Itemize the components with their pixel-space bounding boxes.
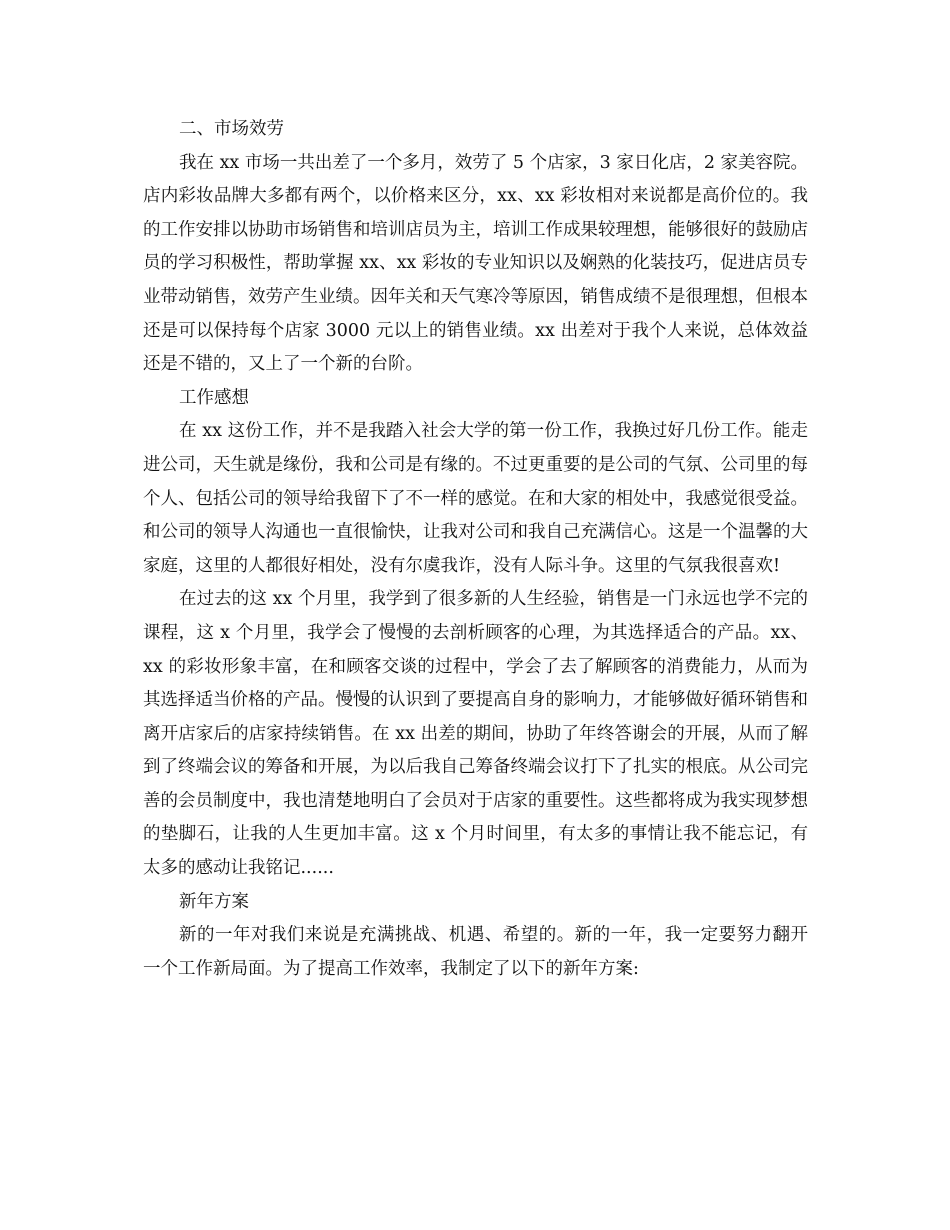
paragraph-new-year-plan: 新的一年对我们来说是充满挑战、机遇、希望的。新的一年，我一定要努力翻开一个工作新局面。为了提高工作效率，我制定了以下的新年方案: xyxy=(143,925,808,979)
paragraph-market-service: 我在 xx 市场一共出差了一个多月，效劳了 5 个店家，3 家日化店，2 家美容院。店内彩妆品牌大多都有两个，以价格来区分，xx、xx 彩妆相对来说都是高价位的。我的工作安排以协助市场销售和培训店员为主，培训工作成果较理想，能够很好的鼓励店员的学习积极性，帮助掌握 xx、xx 彩妆的专业知识以及娴熟的化装技巧，促进店员专业带动销售，效劳产生业绩。因年关和天气寒冷等原因，销售成绩不是很理想，但根本还是可以保持每个店家 3000 元以上的销售业绩。xx 出差对于我个人来说，总体效益还是不错的，又上了一个新的台阶。 xyxy=(143,152,809,375)
section-heading-work-reflection: 工作感想 xyxy=(179,387,249,408)
paragraph-work-reflection-1: 在 xx 这份工作，并不是我踏入社会大学的第一份工作，我换过好几份工作。能走进公司，天生就是缘份，我和公司是有缘的。不过更重要的是公司的气氛、公司里的每个人、包括公司的领导给我留下了不一样的感觉。在和大家的相处中，我感觉很受益。和公司的领导人沟通也一直很愉快，让我对公司和我自己充满信心。这是一个温馨的大家庭，这里的人都很好相处，没有尔虞我诈，没有人际斗争。这里的气氛我很喜欢! xyxy=(143,421,808,576)
paragraph-work-reflection-2: 在过去的这 xx 个月里，我学到了很多新的人生经验，销售是一门永远也学不完的课程，这 x 个月里，我学会了慢慢的去剖析顾客的心理，为其选择适合的产品。xx、xx 的彩妆形象丰富，在和顾客交谈的过程中，学会了去了解顾客的消费能力，从而为其选择适当价格的产品。慢慢的认识到了要提高自身的影响力，才能够做好循环销售和离开店家后的店家持续销售。在 xx 出差的期间，协助了年终答谢会的开展，从而了解到了终端会议的筹备和开展，为以后我自己筹备终端会议打下了扎实的根底。从公司完善的会员制度中，我也清楚地明白了会员对于店家的重要性。这些都将成为我实现梦想的垫脚石，让我的人生更加丰富。这 x 个月时间里，有太多的事情让我不能忘记，有太多的感动让我铭记...... xyxy=(143,589,808,879)
document-body xyxy=(143,113,808,986)
section-heading-new-year-plan: 新年方案 xyxy=(179,891,249,912)
section-heading-market-service: 二、市场效劳 xyxy=(179,119,284,139)
